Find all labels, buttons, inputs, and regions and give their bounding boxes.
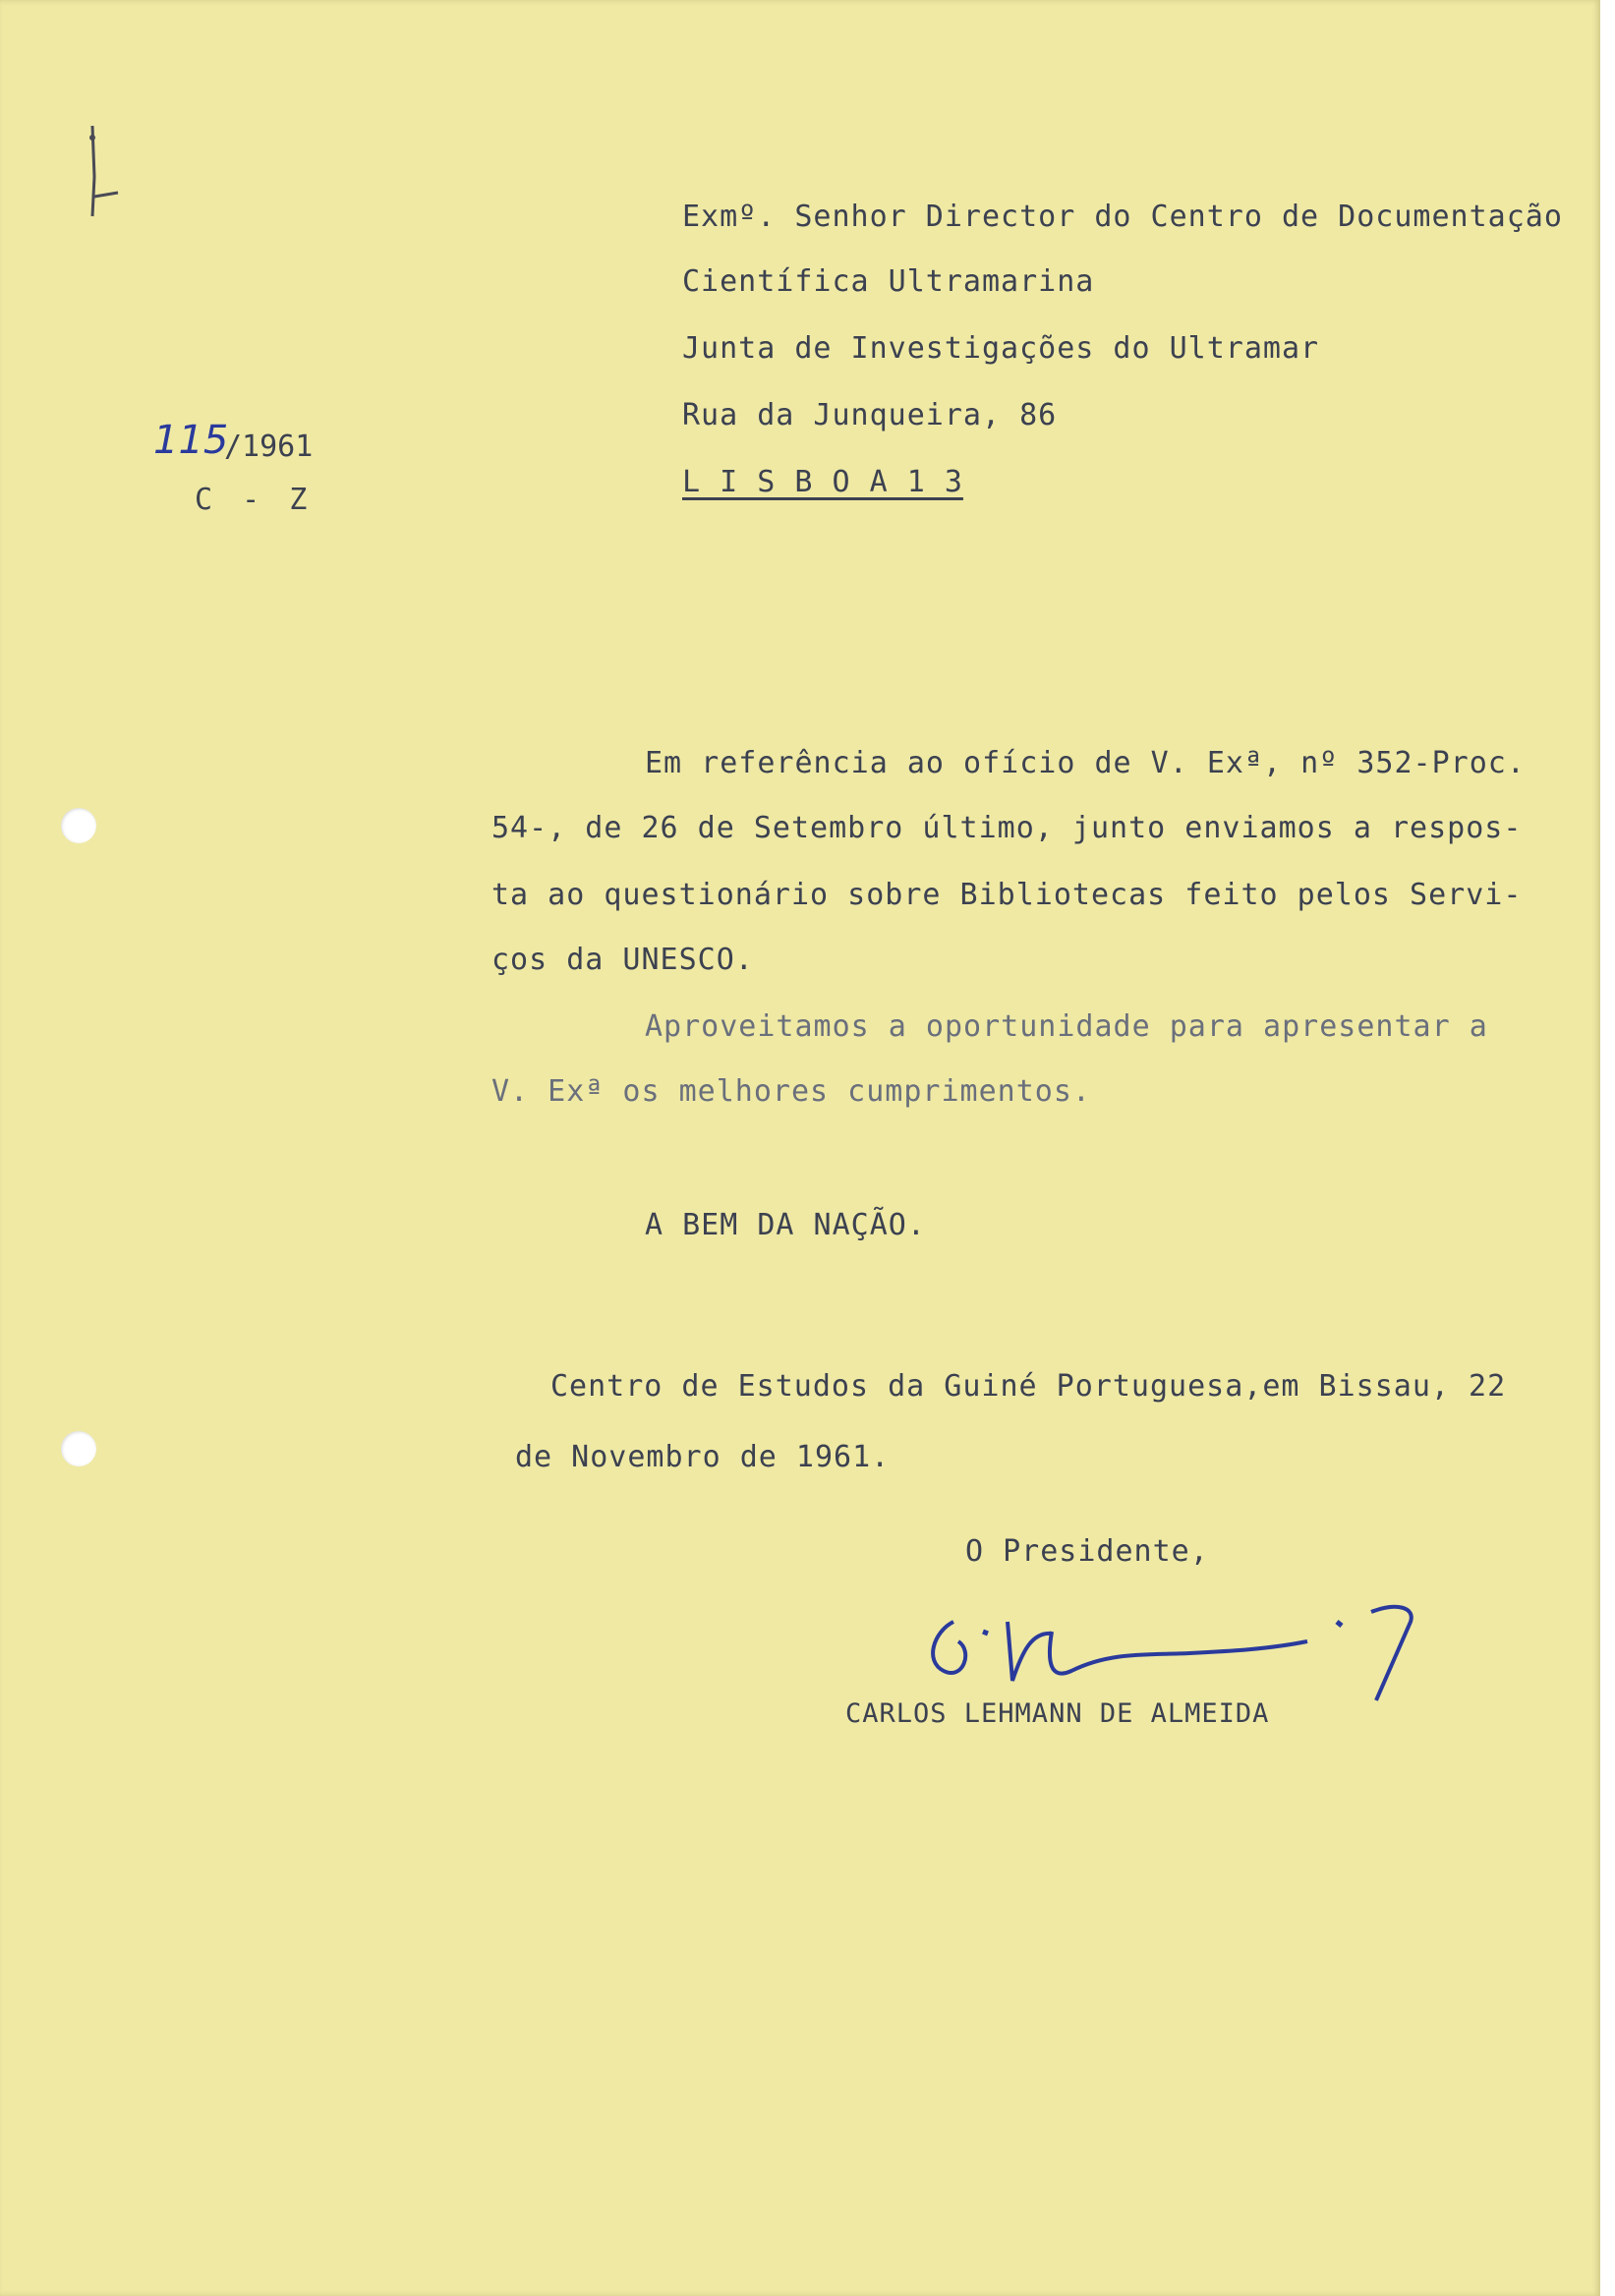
place-date-line: de Novembro de 1961. (515, 1440, 891, 1474)
place-date-line: Centro de Estudos da Guiné Portuguesa,em Bissau, 22 (550, 1369, 1507, 1404)
addressee-line: Científica Ultramarina (682, 264, 1095, 299)
body-line: V. Exª os melhores cumprimentos. (491, 1074, 1091, 1109)
signatory-title: O Presidente, (965, 1534, 1209, 1569)
salutation: A BEM DA NAÇÃO. (645, 1208, 926, 1242)
reference-code: C - Z (195, 483, 314, 517)
addressee-line: Exmº. Senhor Director do Centro de Documentação (682, 200, 1563, 234)
signatory-name: CARLOS LEHMANN DE ALMEIDA (845, 1698, 1270, 1729)
body-line: Aproveitamos a oportunidade para apresentar a (645, 1009, 1488, 1044)
body-line: 54-, de 26 de Setembro último, junto enviamos a respos- (491, 811, 1523, 845)
body-line: ta ao questionário sobre Bibliotecas feito pelos Servi- (491, 878, 1523, 912)
reference-year: /1961 (224, 430, 314, 464)
staple-mark-icon (79, 118, 138, 236)
body-line: ços da UNESCO. (491, 943, 754, 977)
reference-number: 115 (153, 418, 229, 463)
punch-hole-bottom (61, 1431, 96, 1466)
punch-hole-top (61, 808, 96, 843)
addressee-city: L I S B O A 1 3 (682, 465, 963, 499)
addressee-line: Rua da Junqueira, 86 (682, 398, 1058, 432)
addressee-line: Junta de Investigações do Ultramar (682, 331, 1320, 366)
body-line: Em referência ao ofício de V. Exª, nº 352-Proc. (645, 746, 1526, 780)
